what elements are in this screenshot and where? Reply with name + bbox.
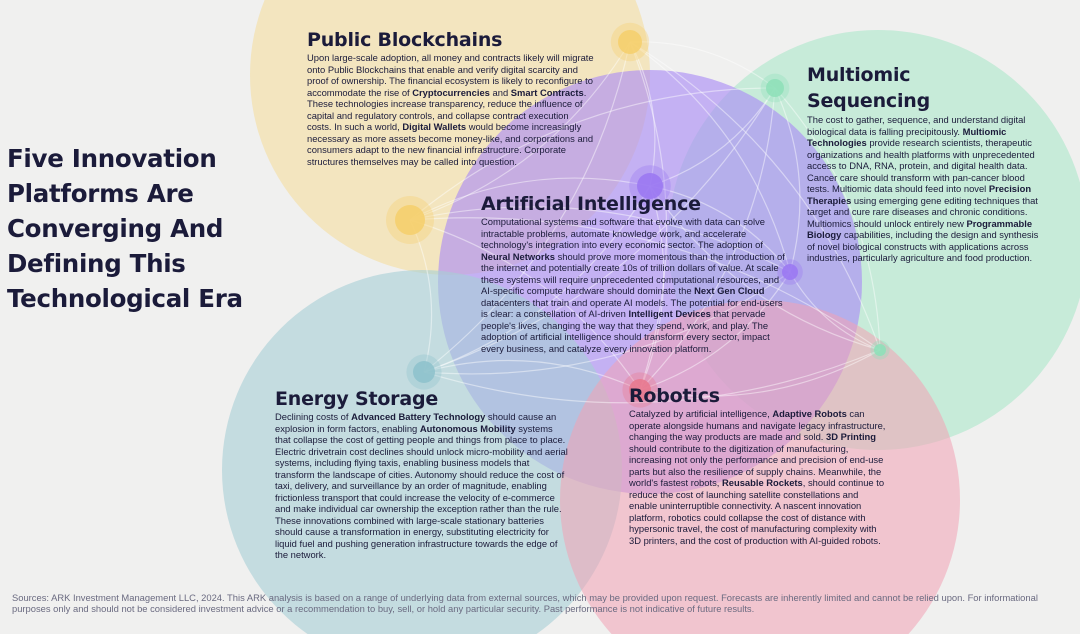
platform-description: Computational systems and software that evolve with data can solve intractable problems, automate knowledge work, and accelerate technology's integration into every economic sector. The adoption of Neural Networks should prove more momentous than the introduction of the internet and potentially create 10s of trillion dollars of value. At scale these systems will require unprecedented computational resources, and AI-specific compute hardware should dominate the Next Gen Cloud datacenters that train and operate AI models. The potential for end-users is clear: a constellation of AI-driven Intelligent Devices that pervade people's lives, changing the way that they spend, work, and play. The adoption of artificial intelligence should transform every sector, impact every business, and catalyze every innovation platform. — [481, 216, 785, 354]
key-term: Reusable Rockets — [721, 477, 803, 488]
key-term: Intelligent Devices — [628, 308, 711, 319]
title-line: Converging And — [7, 214, 224, 243]
key-term: Multiomic Technologies — [807, 125, 1007, 148]
platform-heading: Public Blockchains — [307, 29, 503, 51]
platform-description: The cost to gather, sequence, and understand digital biological data is falling precipitously. Multiomic Technologies provide research scientists, therapeutic organizations and health platforms with unprecedented access to DNA, RNA, protein, and digital health data. Cancer care should transform with pan-cancer blood tests. Multiomic data should feed into novel Precision Therapies using emerging gene editing techniques that target and cure rare diseases and chronic conditions. Multiomics should unlock entirely new Programmable Biology capabilities, including the design and synthesis of novel biological constructs with applications across industries, particularly agriculture and food production. — [807, 114, 1039, 263]
key-term: 3D Printing — [826, 431, 877, 442]
platform-energy-storage — [275, 387, 569, 561]
key-term: Advanced Battery Technology — [351, 411, 486, 422]
title-line: Platforms Are — [7, 179, 194, 208]
key-term: Autonomous Mobility — [419, 422, 516, 434]
platform-description: Upon large-scale adoption, all money and contracts likely will migrate onto Public Blockchains that enable and verify digital scarcity and proof of ownership. The financial ecosystem is likely to reconfigure to accommodate the rise of Cryptocurrencies and Smart Contracts. These technologies increase transparency, reduce the influence of capital and regulatory controls, and collapse contract execution costs. In such a world, Digital Wallets would become increasingly necessary as more assets become money-like, and corporations and consumers adapt to the new financial infrastructure. Corporate structures themselves may be called into question. — [307, 52, 594, 167]
platform-robotics — [629, 384, 887, 546]
key-term: Smart Contracts — [510, 86, 584, 98]
key-term: Precision Therapies — [807, 183, 1032, 206]
title-line: Technological Era — [7, 284, 243, 313]
platform-heading: Robotics — [629, 385, 720, 407]
platform-public-blockchains — [307, 28, 595, 167]
platform-description: Declining costs of Advanced Battery Technology should cause an explosion in form factors, enabling Autonomous Mobility systems that collapse the cost of getting people and things from place to place. Electric drivetrain cost declines should unlock micro-mobility and aerial systems, including flying taxis, enabling business models that transform the landscape of cities. Autonomy should reduce the cost of taxi, delivery, and surveillance by an order of magnitude, enabling frictionless transport that could increase the velocity of e-commerce and make individual car ownership the exception rather than the rule. These innovations combined with large-scale stationary batteries should cause a transformation in energy, substituting electricity for liquid fuel and pushing generation infrastructure towards the edge of the network. — [275, 411, 568, 560]
network-node — [766, 79, 784, 97]
platform-artificial-intelligence — [481, 192, 789, 354]
network-node — [413, 361, 435, 383]
network-node — [395, 205, 425, 235]
key-term: Cryptocurrencies — [412, 86, 490, 98]
title-line: Five Innovation — [7, 144, 217, 173]
title-line: Defining This — [7, 249, 186, 278]
key-term: Adaptive Robots — [772, 408, 847, 419]
key-term: Programmable Biology — [807, 217, 1033, 240]
platform-multiomic-sequencing — [807, 62, 1039, 264]
key-term: Neural Networks — [481, 250, 555, 262]
key-term: Digital Wallets — [402, 121, 467, 132]
network-node — [618, 30, 642, 54]
platform-heading: Multiomic Sequencing — [807, 64, 931, 112]
platform-heading: Artificial Intelligence — [481, 193, 701, 215]
platform-description: Catalyzed by artificial intelligence, Adaptive Robots can operate alongside humans and navigate legacy infrastructure, changing the way products are made and sold. 3D Printing should contribute to the digitization of manufacturing, increasing not only the performance and precision of end-use parts but also the resilience of supply chains. Meanwhile, the world's fastest robots, Reusable Rockets, should continue to reduce the cost of launching satellite constellations and enable uninterruptible connectivity. A nascent innovation platform, robotics could collapse the cost of distance with hypersonic travel, the cost of manufacturing complexity with 3D printers, and the cost of production with AI-guided robots. — [629, 408, 886, 546]
key-term: Next Gen Cloud — [694, 285, 765, 296]
page-title — [7, 141, 257, 316]
sources-disclaimer: Sources: ARK Investment Management LLC, 2024. This ARK analysis is based on a range of underlying data from external sources, which may be provided upon request. Forecasts are inherently limited and cannot be relied upon. For informational purposes only and should not be considered investment advice or a recommendation to buy, sell, or hold any particular security. Past performance is not indicative of future results. — [12, 592, 1038, 614]
network-node — [874, 344, 886, 356]
platform-heading: Energy Storage — [275, 388, 439, 410]
